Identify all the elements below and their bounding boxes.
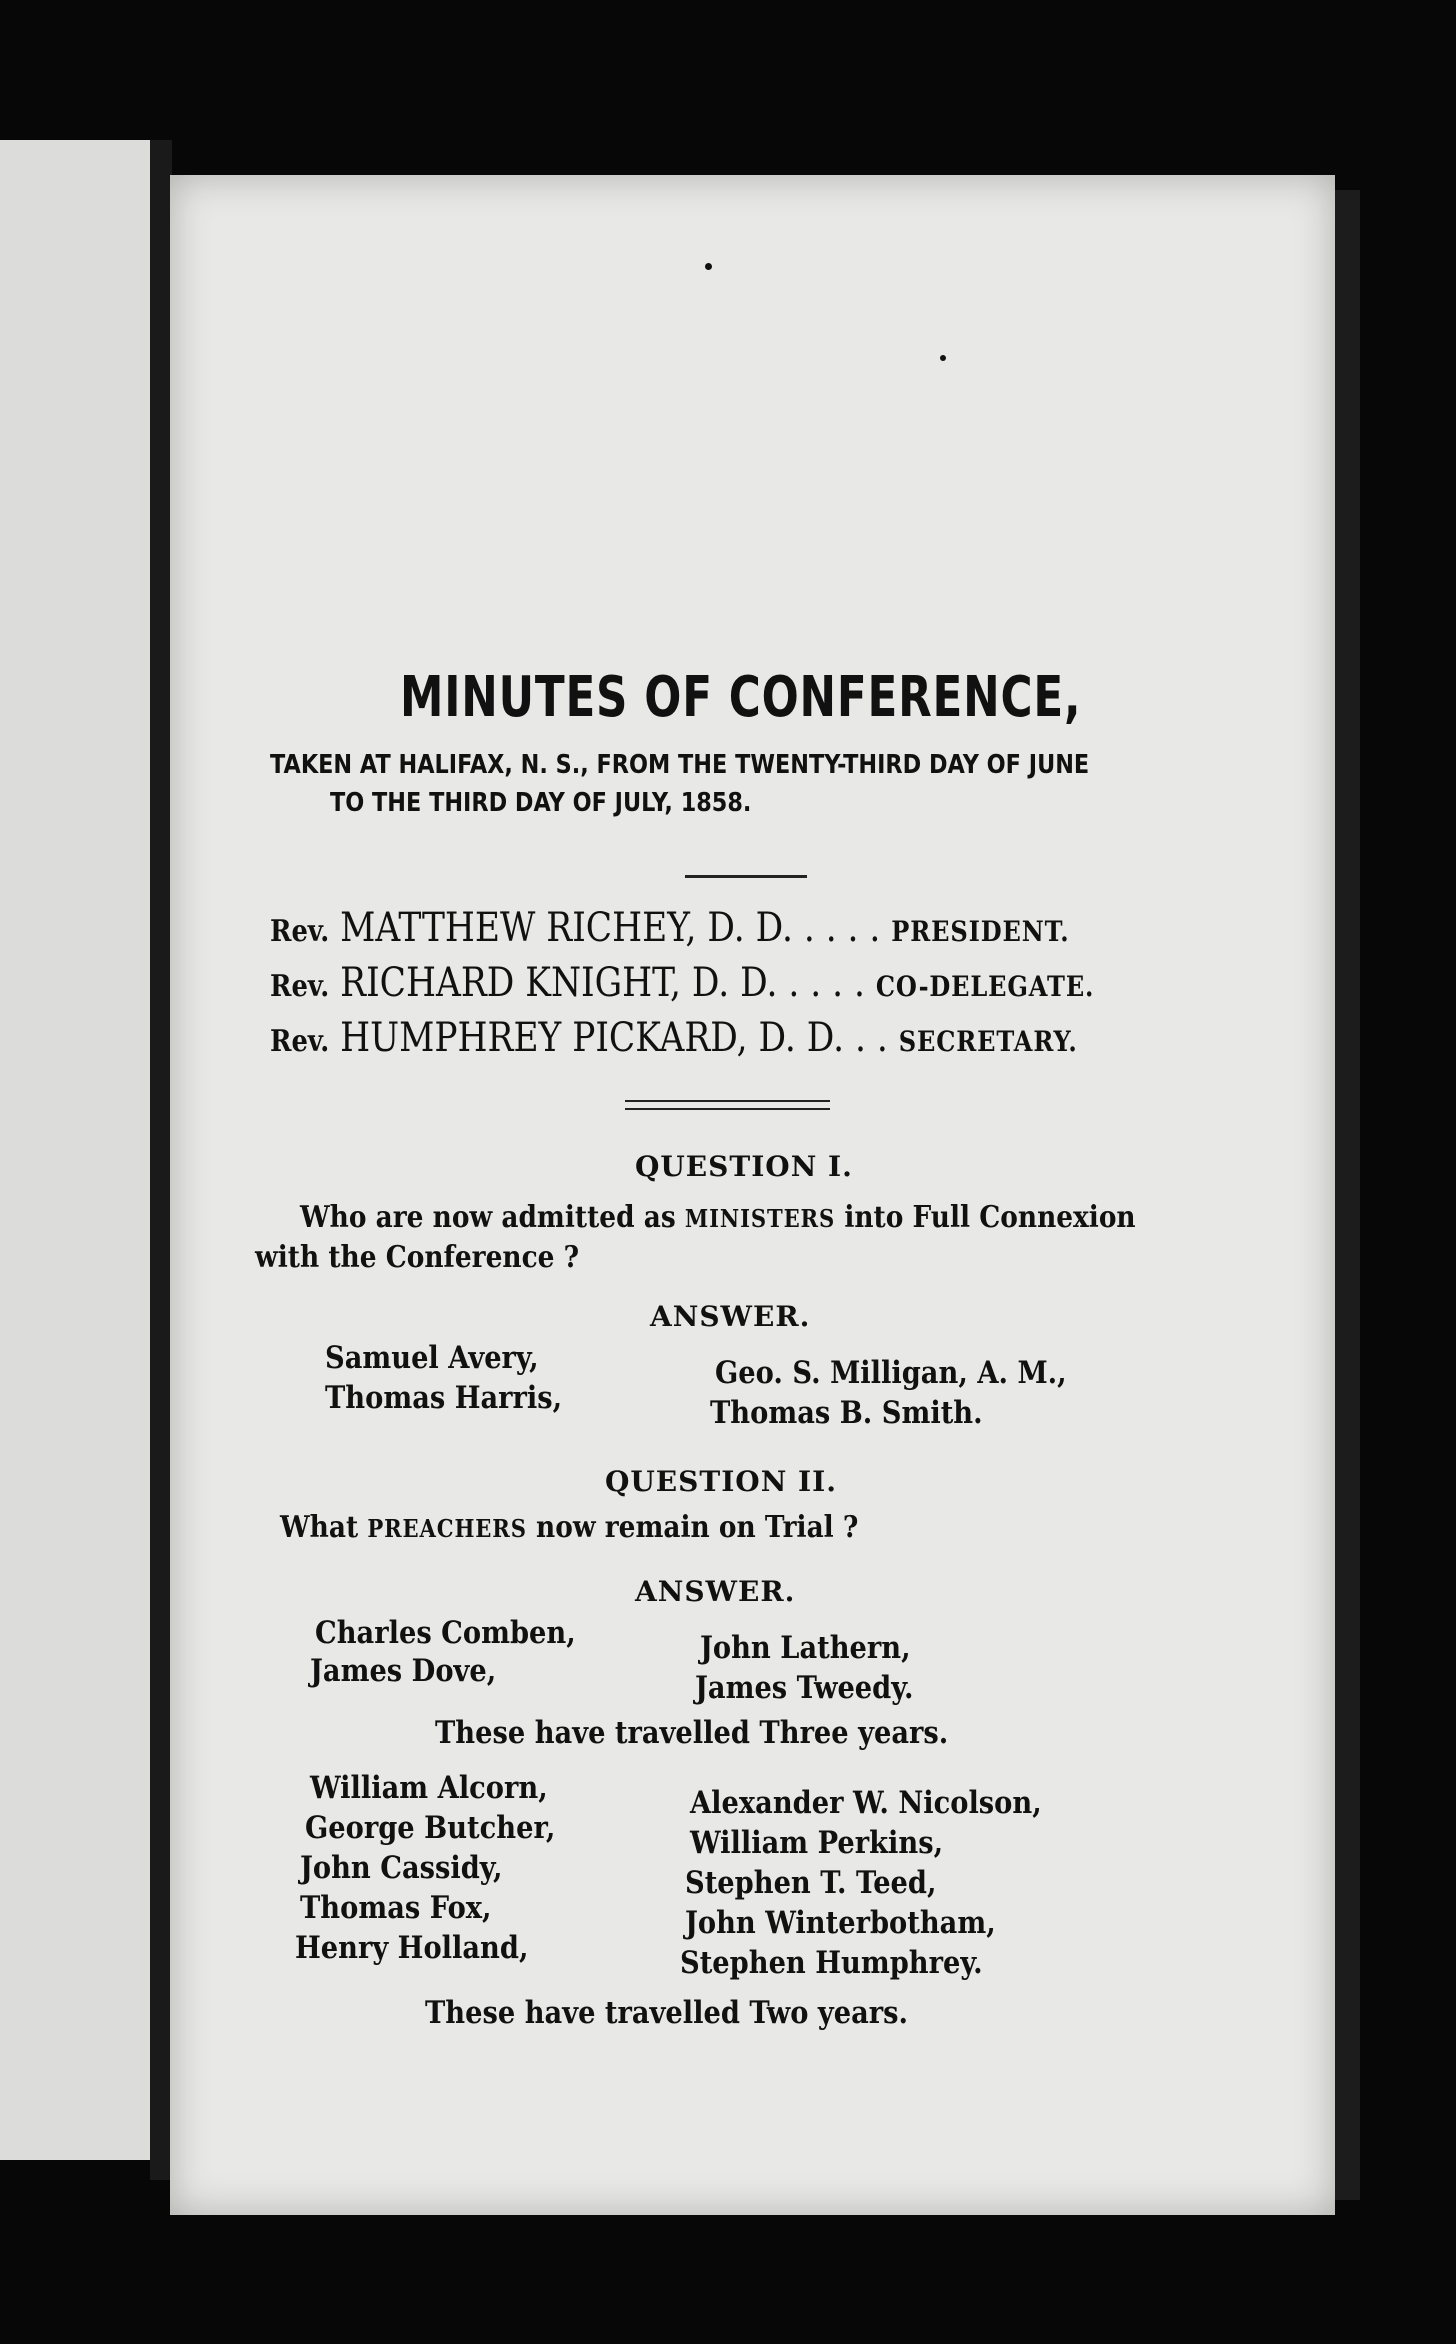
officer-name: HUMPHREY PICKARD, D. D. bbox=[340, 1015, 845, 1061]
ink-speck bbox=[705, 263, 712, 270]
question-2-text bbox=[280, 1510, 858, 1545]
officer-prefix: Rev. bbox=[270, 1024, 330, 1059]
question-1-answer-heading: ANSWER. bbox=[650, 1300, 811, 1333]
document-page bbox=[170, 175, 1335, 2215]
ink-speck bbox=[940, 355, 946, 361]
divider-rule bbox=[685, 875, 807, 878]
name-entry: Stephen Humphrey. bbox=[680, 1945, 983, 1981]
name-entry: John Cassidy, bbox=[300, 1850, 503, 1886]
officer-leader-dots: . . bbox=[854, 1015, 888, 1061]
name-entry: Geo. S. Milligan, A. M., bbox=[715, 1355, 1067, 1391]
page-title: MINUTES OF CONFERENCE, bbox=[400, 665, 1082, 730]
double-rule-top bbox=[625, 1100, 830, 1102]
officer-name: MATTHEW RICHEY, D. D. bbox=[340, 905, 793, 951]
question-1-text-start: Who are now admitted as bbox=[300, 1200, 685, 1235]
travel-note: These have travelled Three years. bbox=[435, 1715, 949, 1751]
book-gutter bbox=[150, 140, 172, 2180]
name-entry: Henry Holland, bbox=[295, 1930, 529, 1966]
right-page-edge bbox=[1335, 190, 1360, 2200]
question-1-heading: QUESTION I. bbox=[635, 1150, 853, 1183]
officer-name: RICHARD KNIGHT, D. D. bbox=[340, 960, 778, 1006]
question-2-heading: QUESTION II. bbox=[605, 1465, 837, 1498]
officer-row bbox=[270, 960, 1094, 1006]
name-entry: Thomas Harris, bbox=[325, 1380, 563, 1416]
officer-row bbox=[270, 1015, 1078, 1061]
name-entry: James Dove, bbox=[310, 1653, 497, 1689]
officer-row bbox=[270, 905, 1069, 951]
name-entry: Thomas Fox, bbox=[300, 1890, 492, 1926]
question-2-text-start: What bbox=[280, 1510, 368, 1545]
officer-prefix: Rev. bbox=[270, 914, 330, 949]
question-1-text-line-1 bbox=[300, 1200, 1136, 1235]
question-1-text-line-2: with the Conference ? bbox=[255, 1240, 580, 1275]
name-entry: Thomas B. Smith. bbox=[710, 1395, 983, 1431]
name-entry: Charles Comben, bbox=[315, 1615, 576, 1651]
question-2-answer-heading: ANSWER. bbox=[635, 1575, 796, 1608]
name-entry: Stephen T. Teed, bbox=[685, 1865, 937, 1901]
name-entry: Alexander W. Nicolson, bbox=[690, 1785, 1042, 1821]
question-1-text-emphasis: MINISTERS bbox=[684, 1204, 836, 1233]
officer-role: SECRETARY. bbox=[898, 1025, 1078, 1058]
question-1-text-end: into Full Connexion bbox=[835, 1200, 1136, 1235]
officer-leader-dots: . . . . bbox=[803, 905, 881, 951]
officer-prefix: Rev. bbox=[270, 969, 330, 1004]
left-page-edge bbox=[0, 140, 150, 2160]
double-rule-bottom bbox=[625, 1108, 830, 1110]
name-entry: William Alcorn, bbox=[310, 1770, 548, 1806]
officer-leader-dots: . . . . bbox=[788, 960, 865, 1006]
officer-role: CO-DELEGATE. bbox=[875, 970, 1095, 1003]
subtitle-line-1: TAKEN AT HALIFAX, N. S., FROM THE TWENTY-THIRD DAY OF JUNE bbox=[270, 750, 1090, 780]
name-entry: Samuel Avery, bbox=[325, 1340, 539, 1376]
name-entry: James Tweedy. bbox=[695, 1670, 914, 1706]
question-2-text-emphasis: PREACHERS bbox=[367, 1514, 527, 1543]
name-entry: William Perkins, bbox=[690, 1825, 944, 1861]
officer-role: PRESIDENT. bbox=[891, 915, 1070, 948]
name-entry: John Lathern, bbox=[700, 1630, 911, 1666]
travel-note: These have travelled Two years. bbox=[425, 1995, 909, 2031]
name-entry: George Butcher, bbox=[305, 1810, 556, 1846]
question-2-text-end: now remain on Trial ? bbox=[526, 1510, 859, 1545]
name-entry: John Winterbotham, bbox=[685, 1905, 996, 1941]
subtitle-line-2: TO THE THIRD DAY OF JULY, 1858. bbox=[330, 788, 752, 818]
